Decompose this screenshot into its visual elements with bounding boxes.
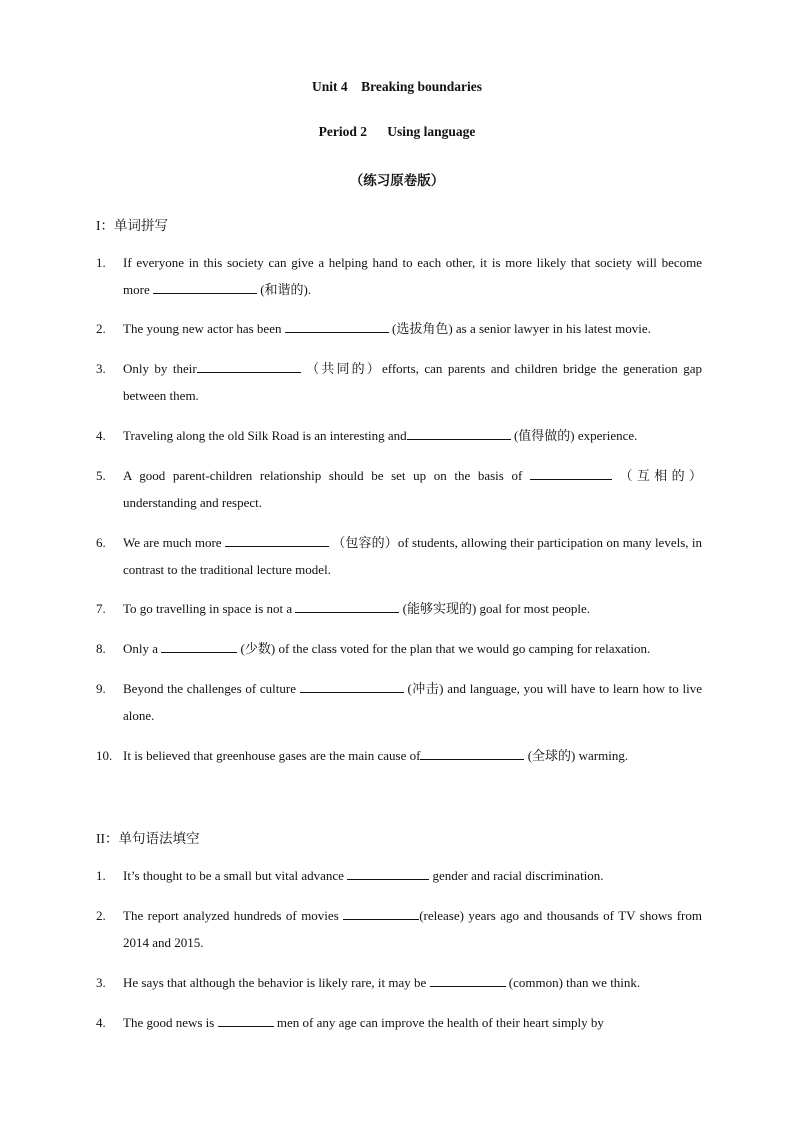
list-item — [96, 675, 702, 729]
item-number: 4. — [96, 1015, 106, 1030]
item-text: (全球的) warming. — [524, 748, 629, 763]
answer-blank[interactable] — [343, 907, 419, 920]
item-text: (冲击) and language, you will have to learn how to live alone. — [123, 681, 703, 723]
item-number: 1. — [96, 868, 106, 883]
answer-blank[interactable] — [295, 600, 399, 613]
item-text: Only by their — [123, 361, 197, 376]
item-text: It’s thought to be a small but vital advance — [123, 868, 348, 883]
item-text: (release) years ago and thousands of TV shows from 2014 and 2015. — [123, 908, 702, 950]
item-text: gender and racial discrimination. — [429, 868, 604, 883]
list-item — [96, 315, 702, 342]
list-item — [96, 969, 702, 996]
answer-blank[interactable] — [530, 467, 612, 480]
list-item — [96, 529, 702, 583]
section2-heading: II：单句语法填空 — [96, 831, 200, 846]
version-label: （练习原卷版） — [349, 173, 445, 188]
item-text: （包容的）of students, allowing their participation on many levels, in contrast to the traditional lecture model. — [123, 535, 702, 577]
item-text: The report analyzed hundreds of movies — [123, 908, 344, 923]
list-item — [96, 635, 702, 662]
list-item — [96, 862, 702, 889]
item-number: 5. — [96, 468, 106, 483]
item-text: We are much more — [123, 535, 225, 550]
item-text: Traveling along the old Silk Road is an interesting and — [123, 428, 407, 443]
item-text: He says that although the behavior is likely rare, it may be — [123, 975, 430, 990]
item-number: 2. — [96, 321, 106, 336]
list-item — [96, 742, 702, 769]
answer-blank[interactable] — [420, 747, 524, 760]
item-text: A good parent-children relationship should be set up on the basis of — [123, 468, 530, 483]
item-text: men of any age can improve the health of their heart simply by — [273, 1015, 604, 1030]
answer-blank[interactable] — [161, 640, 237, 653]
answer-blank[interactable] — [407, 427, 511, 440]
item-number: 10. — [96, 748, 113, 763]
list-item — [96, 1009, 702, 1036]
item-text: It is believed that greenhouse gases are the main cause of — [123, 748, 421, 763]
item-number: 2. — [96, 908, 106, 923]
item-text: Beyond the challenges of culture — [123, 681, 300, 696]
list-item — [96, 249, 702, 303]
item-text: The young new actor has been — [123, 321, 285, 336]
item-text: (和谐的). — [256, 282, 312, 297]
item-text: (能够实现的) goal for most people. — [399, 601, 591, 616]
item-text: (值得做的) experience. — [510, 428, 638, 443]
item-number: 8. — [96, 641, 106, 656]
item-text: (common) than we think. — [505, 975, 641, 990]
answer-blank[interactable] — [430, 974, 506, 987]
list-item — [96, 595, 702, 622]
answer-blank[interactable] — [153, 281, 257, 294]
list-item — [96, 462, 702, 516]
item-number: 9. — [96, 681, 106, 696]
item-text: （共同的）efforts, can parents and children bridge the generation gap between them. — [123, 361, 702, 403]
item-number: 7. — [96, 601, 106, 616]
list-item — [96, 355, 702, 409]
answer-blank[interactable] — [197, 360, 301, 373]
answer-blank[interactable] — [300, 680, 404, 693]
period-title: Period 2 Using language — [318, 124, 476, 139]
unit-title: Unit 4 Breaking boundaries — [311, 79, 483, 94]
item-number: 1. — [96, 255, 106, 270]
answer-blank[interactable] — [225, 534, 329, 547]
answer-blank[interactable] — [285, 320, 389, 333]
item-text: To go travelling in space is not a — [123, 601, 296, 616]
item-text: (选拔角色) as a senior lawyer in his latest movie. — [388, 321, 651, 336]
item-number: 4. — [96, 428, 106, 443]
item-text: Only a — [123, 641, 162, 656]
list-item — [96, 422, 702, 449]
item-text: (少数) of the class voted for the plan that we would go camping for relaxation. — [237, 641, 651, 656]
answer-blank[interactable] — [218, 1014, 274, 1027]
item-number: 6. — [96, 535, 106, 550]
list-item — [96, 902, 702, 956]
item-text: If everyone in this society can give a helping hand to each other, it is more likely that society will become more — [123, 255, 702, 297]
item-number: 3. — [96, 975, 106, 990]
section1-heading: I：单词拼写 — [96, 218, 168, 233]
item-text: （互相的） understanding and respect. — [123, 468, 702, 510]
item-text: The good news is — [123, 1015, 218, 1030]
item-number: 3. — [96, 361, 106, 376]
answer-blank[interactable] — [347, 867, 429, 880]
